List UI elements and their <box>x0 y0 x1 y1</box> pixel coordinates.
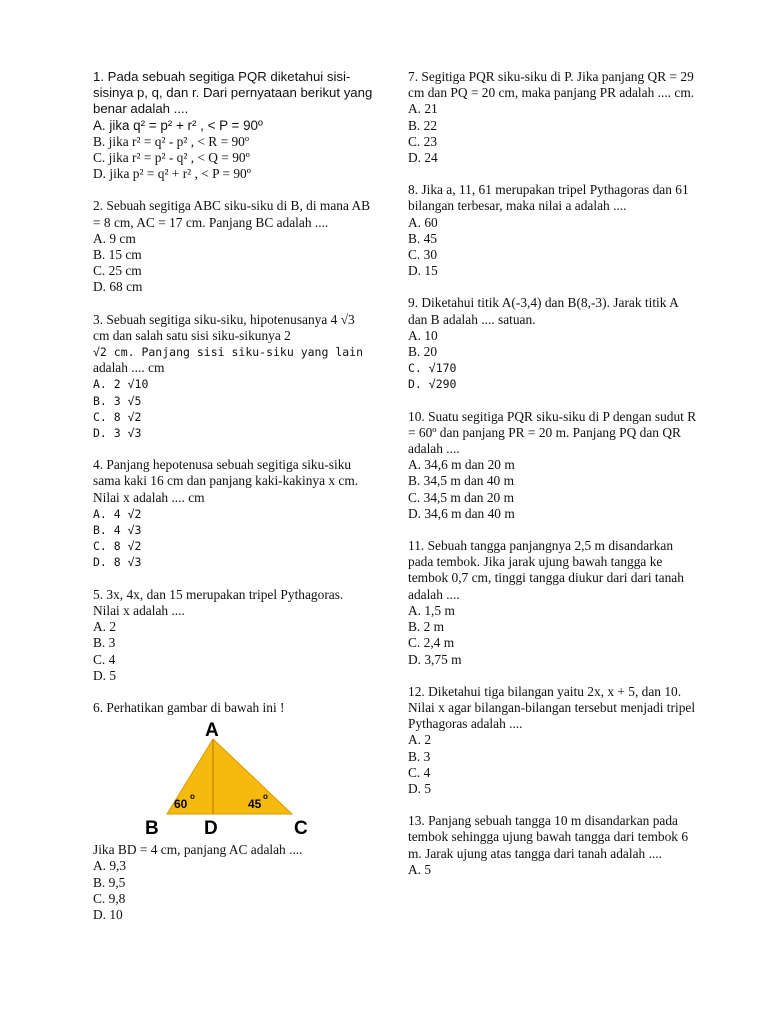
question-9-option-b: B. 20 <box>408 344 438 360</box>
question-7 <box>408 69 698 166</box>
question-10 <box>408 409 698 522</box>
question-3-stem-b: √2 cm. Panjang sisi siku-siku yang lain <box>93 345 364 360</box>
question-12-stem: 12. Diketahui tiga bilangan yaitu 2x, x + 5, dan 10. Nilai x agar bilangan-bilangan tersebut menjadi tripel Pythagoras adalah .... <box>408 683 696 732</box>
question-3-option-a: A. 2 √10 <box>93 377 149 392</box>
question-9-option-d: D. √290 <box>408 377 457 392</box>
question-6-option-d: D. 10 <box>93 906 123 922</box>
question-9-option-c: C. √170 <box>408 361 457 376</box>
question-1-option-a: A. jika q² = p² + r² , < P = 90º <box>93 117 263 133</box>
question-10-stem: 10. Suatu segitiga PQR siku-siku di P dengan sudut R = 60º dan panjang PR = 20 m. Panjang PQ dan QR adalah .... <box>408 408 697 457</box>
question-13 <box>408 813 698 878</box>
question-11-option-a: A. 1,5 m <box>408 602 455 618</box>
question-9-option-a: A. 10 <box>408 327 438 343</box>
angle-b-degree: o <box>190 792 195 802</box>
triangle-figure <box>143 720 323 836</box>
question-3 <box>93 312 373 442</box>
question-5-option-b: B. 3 <box>93 635 116 651</box>
question-7-option-b: B. 22 <box>408 117 438 133</box>
question-8-option-c: C. 30 <box>408 247 438 263</box>
question-1-option-b: B. jika r² = q² - p² , < R = 90º <box>93 133 250 149</box>
question-5-option-d: D. 5 <box>93 667 117 683</box>
question-4-option-d: D. 8 √3 <box>93 555 142 570</box>
question-5-stem: 5. 3x, 4x, dan 15 merupakan tripel Pythagoras. Nilai x adalah .... <box>93 586 344 618</box>
angle-b-label: 60 <box>174 797 188 812</box>
question-2-stem: 2. Sebuah segitiga ABC siku-siku di B, di mana AB = 8 cm, AC = 17 cm. Panjang BC adalah .... <box>93 198 371 230</box>
question-6-option-a: A. 9,3 <box>93 858 127 874</box>
question-2-option-b: B. 15 cm <box>93 247 142 263</box>
right-column <box>408 69 698 894</box>
question-6-question: Jika BD = 4 cm, panjang AC adalah .... <box>93 842 303 858</box>
question-13-option-a: A. 5 <box>408 861 432 877</box>
question-6-option-c: C. 9,8 <box>93 890 126 906</box>
question-2-option-a: A. 9 cm <box>93 230 136 246</box>
question-8-option-a: A. 60 <box>408 214 438 230</box>
vertex-c-label: C <box>294 818 308 837</box>
question-5 <box>93 587 373 684</box>
vertex-a-label: A <box>205 720 219 742</box>
question-8 <box>408 182 698 279</box>
question-11-option-c: C. 2,4 m <box>408 635 455 651</box>
question-7-option-d: D. 24 <box>408 150 438 166</box>
question-7-option-c: C. 23 <box>408 133 438 149</box>
question-3-option-c: C. 8 √2 <box>93 409 142 424</box>
question-4-option-c: C. 8 √2 <box>93 539 142 554</box>
question-3-option-d: D. 3 √3 <box>93 426 142 441</box>
question-2-option-c: C. 25 cm <box>93 263 142 279</box>
question-4-stem: 4. Panjang hepotenusa sebuah segitiga siku-siku sama kaki 16 cm dan panjang kaki-kakinya x cm. Nilai x adalah .... cm <box>93 457 359 505</box>
question-12-option-c: C. 4 <box>408 764 431 780</box>
question-5-option-c: C. 4 <box>93 651 116 667</box>
question-7-option-a: A. 21 <box>408 101 438 117</box>
question-8-option-d: D. 15 <box>408 263 438 279</box>
question-1 <box>93 69 373 182</box>
question-6 <box>93 700 373 923</box>
question-10-option-b: B. 34,5 m dan 40 m <box>408 473 515 489</box>
vertex-b-label: B <box>145 818 159 837</box>
question-11-option-d: D. 3,75 m <box>408 651 462 667</box>
question-12-option-a: A. 2 <box>408 732 432 748</box>
question-2 <box>93 198 373 295</box>
vertex-d-label: D <box>204 818 218 837</box>
question-11-option-b: B. 2 m <box>408 619 445 635</box>
left-column <box>93 69 373 939</box>
question-13-stem: 13. Panjang sebuah tangga 10 m disandarkan pada tembok sehingga ujung bawah tangga dari tembok 6 m. Jarak ujung atas tangga dari tanah adalah .... <box>408 813 689 861</box>
question-12 <box>408 684 698 797</box>
question-6-stem: 6. Perhatikan gambar di bawah ini ! <box>93 699 285 715</box>
question-3-option-b: B. 3 √5 <box>93 393 142 408</box>
question-7-stem: 7. Segitiga PQR siku-siku di P. Jika panjang QR = 29 cm dan PQ = 20 cm, maka panjang PR adalah .... cm. <box>408 69 695 101</box>
question-12-option-b: B. 3 <box>408 748 431 764</box>
angle-c-label: 45 <box>248 797 262 812</box>
question-6-option-b: B. 9,5 <box>93 874 126 890</box>
question-12-option-d: D. 5 <box>408 780 432 796</box>
question-3-stem-a: 3. Sebuah segitiga siku-siku, hipotenusanya 4 √3 cm dan salah satu sisi siku-sikunya 2 <box>93 311 355 343</box>
question-10-option-a: A. 34,6 m dan 20 m <box>408 457 515 473</box>
question-8-stem: 8. Jika a, 11, 61 merupakan tripel Pythagoras dan 61 bilangan terbesar, maka nilai a adalah .... <box>408 182 689 214</box>
question-1-option-d: D. jika p² = q² + r² , < P = 90º <box>93 166 251 182</box>
question-3-stem-c: adalah .... cm <box>93 360 165 376</box>
question-9-stem: 9. Diketahui titik A(-3,4) dan B(8,-3). Jarak titik A dan B adalah .... satuan. <box>408 295 679 327</box>
question-10-option-c: C. 34,5 m dan 20 m <box>408 489 515 505</box>
question-11-stem: 11. Sebuah tangga panjangnya 2,5 m disandarkan pada tembok. Jika jarak ujung bawah tangga ke tembok 0,7 cm, tinggi tangga diukur dari dari tanah adalah .... <box>408 538 684 602</box>
question-4-option-b: B. 4 √3 <box>93 523 142 538</box>
question-1-option-c: C. jika r² = p² - q² , < Q = 90º <box>93 150 250 166</box>
question-2-option-d: D. 68 cm <box>93 279 143 295</box>
question-4-option-a: A. 4 √2 <box>93 506 142 521</box>
question-8-option-b: B. 45 <box>408 230 438 246</box>
question-1-stem: 1. Pada sebuah segitiga PQR diketahui sisi-sisinya p, q, dan r. Dari pernyataan berikut yang benar adalah .... <box>93 69 373 117</box>
question-9 <box>408 295 698 392</box>
question-10-option-d: D. 34,6 m dan 40 m <box>408 505 515 521</box>
question-5-option-a: A. 2 <box>93 619 117 635</box>
angle-c-degree: o <box>263 792 268 802</box>
question-11 <box>408 538 698 668</box>
question-4 <box>93 457 373 570</box>
